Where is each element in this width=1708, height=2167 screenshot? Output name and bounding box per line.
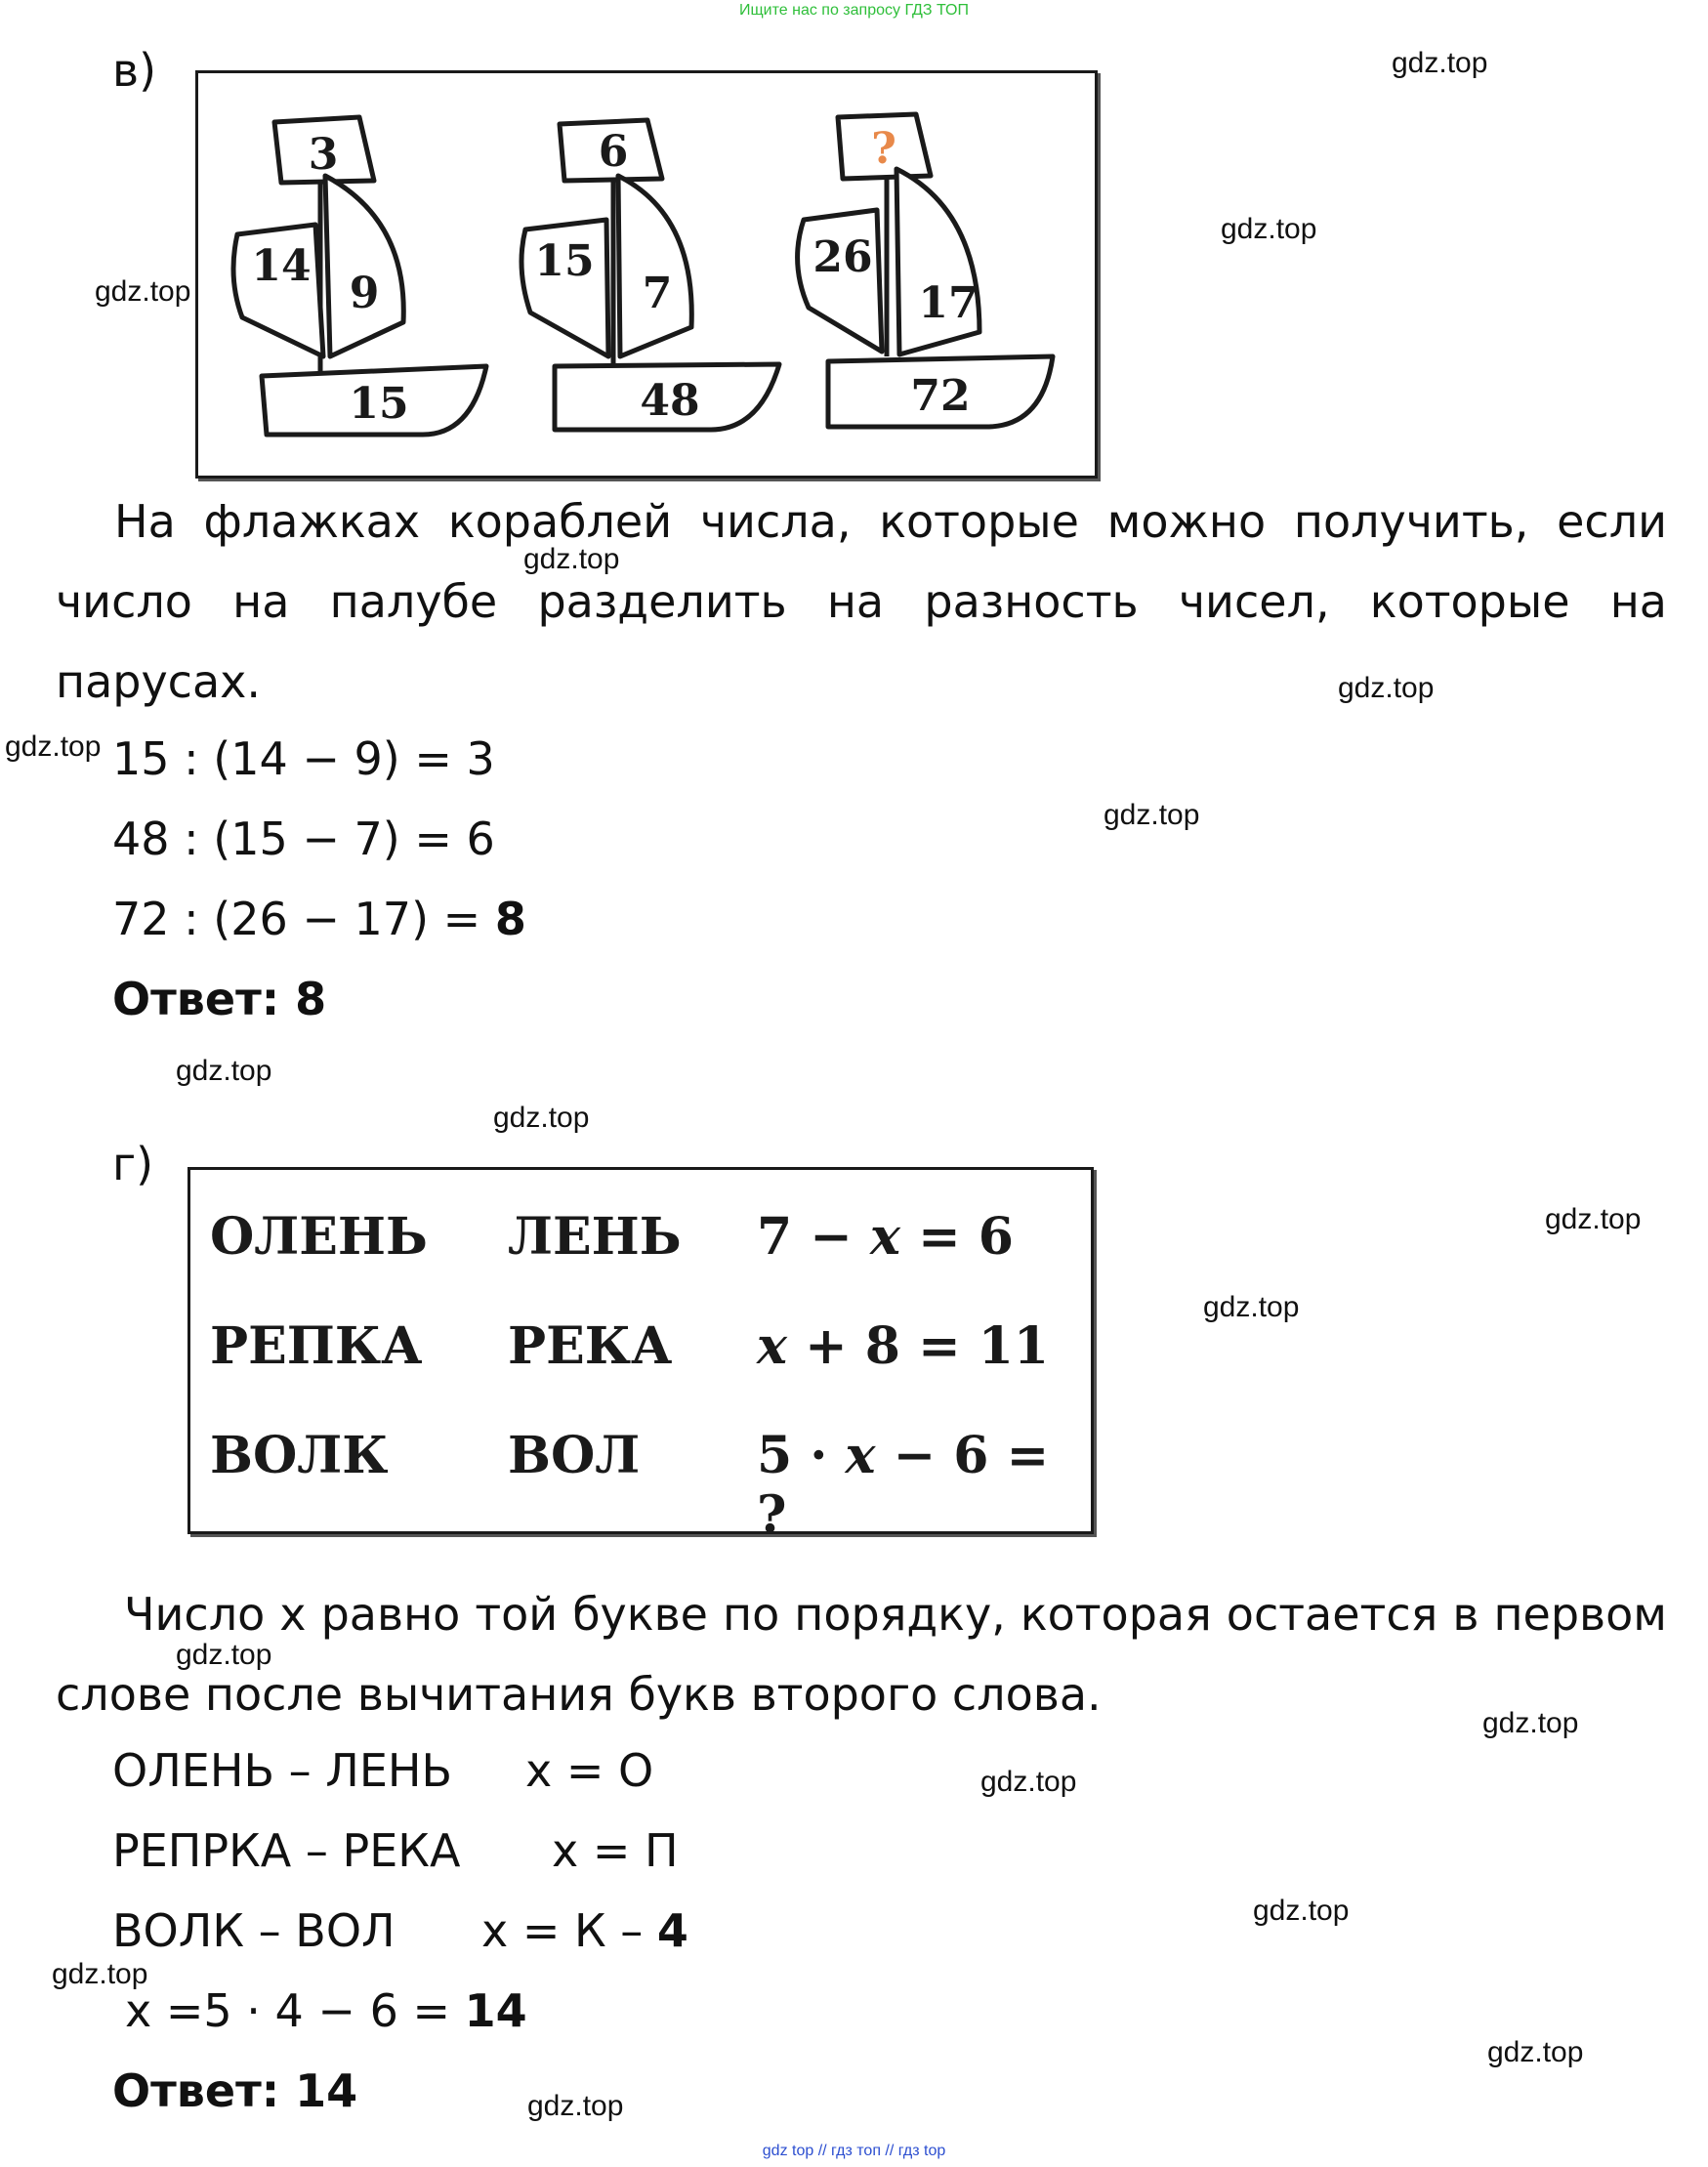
- ship-3-flag-question: ?: [871, 124, 896, 174]
- equation-3-result: 8: [494, 893, 526, 945]
- watermark: gdz.top: [1221, 213, 1317, 245]
- answer-v: Ответ: 8: [112, 973, 327, 1025]
- words-table: [187, 1167, 1094, 1545]
- table-eq1-x: x: [869, 1207, 900, 1267]
- step-1-x: x = О: [525, 1744, 654, 1797]
- watermark: gdz.top: [95, 275, 191, 308]
- ship-1-flag-number: 3: [308, 130, 339, 180]
- ship-1-left-sail-number: 14: [251, 241, 312, 291]
- watermark: gdz.top: [523, 543, 620, 575]
- table-equation-3: [757, 1426, 1091, 1545]
- watermark: gdz.top: [176, 1055, 272, 1087]
- section-g-explanation: Число х равно той букве по порядку, которая остается в первом слове после вычитания букв второго слова.: [56, 1588, 1667, 1721]
- table-word-2: РЕПКА: [210, 1316, 423, 1376]
- table-eq3-x: x: [845, 1426, 876, 1485]
- ship-1-right-sail: [325, 176, 403, 356]
- watermark: gdz.top: [1482, 1707, 1579, 1739]
- step-2-x: x = П: [552, 1824, 679, 1877]
- watermark: gdz.top: [527, 2090, 624, 2122]
- ship-2-right-sail: [618, 176, 691, 356]
- watermark: gdz.top: [1203, 1291, 1300, 1323]
- section-v-explanation: На флажках кораблей числа, которые можно получить, если число на палубе разделить на разность чисел, которые на парусах.: [56, 495, 1667, 708]
- ship-1-hull-number: 15: [349, 379, 409, 429]
- step-3-diff: ВОЛК – ВОЛ: [112, 1904, 396, 1957]
- watermark: gdz.top: [5, 730, 102, 763]
- watermark: gdz.top: [52, 1958, 148, 1990]
- ship-1-right-sail-number: 9: [349, 269, 380, 318]
- watermark: gdz.top: [1487, 2036, 1584, 2068]
- ship-3-hull-number: 72: [910, 371, 971, 421]
- ship-3-left-sail-number: 26: [812, 232, 873, 282]
- table-eq1-part-a: 7 −: [757, 1207, 870, 1267]
- table-eq2-part-b: + 8 = 11: [787, 1316, 1050, 1376]
- table-eq1-part-b: = 6: [899, 1207, 1014, 1267]
- ship-2-hull-number: 48: [640, 376, 700, 426]
- watermark: gdz.top: [1338, 672, 1435, 704]
- watermark: gdz.top: [1545, 1203, 1642, 1235]
- watermark: gdz.top: [1392, 47, 1488, 79]
- ship-2-right-sail-number: 7: [642, 269, 673, 318]
- ships-figure: [195, 70, 1098, 479]
- ship-2-left-sail-number: 15: [534, 236, 595, 286]
- calculation: [125, 1984, 527, 2037]
- ship-2-flag-number: 6: [598, 127, 629, 177]
- table-sub-2: РЕКА: [508, 1316, 673, 1376]
- watermark: gdz.top: [1104, 799, 1200, 831]
- equation-3: [112, 893, 526, 945]
- watermark: gdz.top: [1253, 1895, 1350, 1927]
- table-eq3-part-b: − 6 = ?: [757, 1426, 1050, 1545]
- answer-g: Ответ: 14: [112, 2064, 358, 2117]
- calculation-result: 14: [464, 1984, 527, 2037]
- table-eq3-part-a: 5 ·: [757, 1426, 846, 1485]
- table-word-1: ОЛЕНЬ: [210, 1207, 428, 1267]
- calculation-text: x =5 · 4 − 6 =: [125, 1984, 465, 2037]
- equation-1: 15 : (14 − 9) = 3: [112, 732, 495, 785]
- table-equation-1: [757, 1207, 1014, 1267]
- ship-3-right-sail-number: 17: [918, 278, 979, 328]
- equation-2: 48 : (15 − 7) = 6: [112, 813, 495, 865]
- ships-illustration: [198, 73, 1095, 476]
- watermark: gdz.top: [980, 1766, 1077, 1798]
- top-banner: Ищите нас по запросу ГДЗ ТОП: [739, 2, 969, 19]
- step-3-x-value: 4: [656, 1904, 688, 1957]
- watermark: gdz.top: [493, 1102, 590, 1134]
- table-word-3: ВОЛК: [210, 1426, 389, 1485]
- table-eq2-x: x: [757, 1316, 788, 1376]
- step-2-diff: РЕПРКА – РЕКА: [112, 1824, 461, 1877]
- table-sub-3: ВОЛ: [508, 1426, 641, 1485]
- bottom-banner: gdz top // гдз топ // гдз top: [762, 2143, 946, 2159]
- section-v-label: в): [112, 44, 157, 97]
- watermark: gdz.top: [176, 1639, 272, 1671]
- section-g-label: г): [112, 1138, 154, 1190]
- table-sub-1: ЛЕНЬ: [508, 1207, 682, 1267]
- step-1-diff: ОЛЕНЬ – ЛЕНЬ: [112, 1744, 453, 1797]
- step-3-x: [481, 1904, 688, 1957]
- step-3-x-text: x = К –: [481, 1904, 657, 1957]
- equation-3-text: 72 : (26 − 17) =: [112, 893, 495, 945]
- table-equation-2: [757, 1316, 1049, 1376]
